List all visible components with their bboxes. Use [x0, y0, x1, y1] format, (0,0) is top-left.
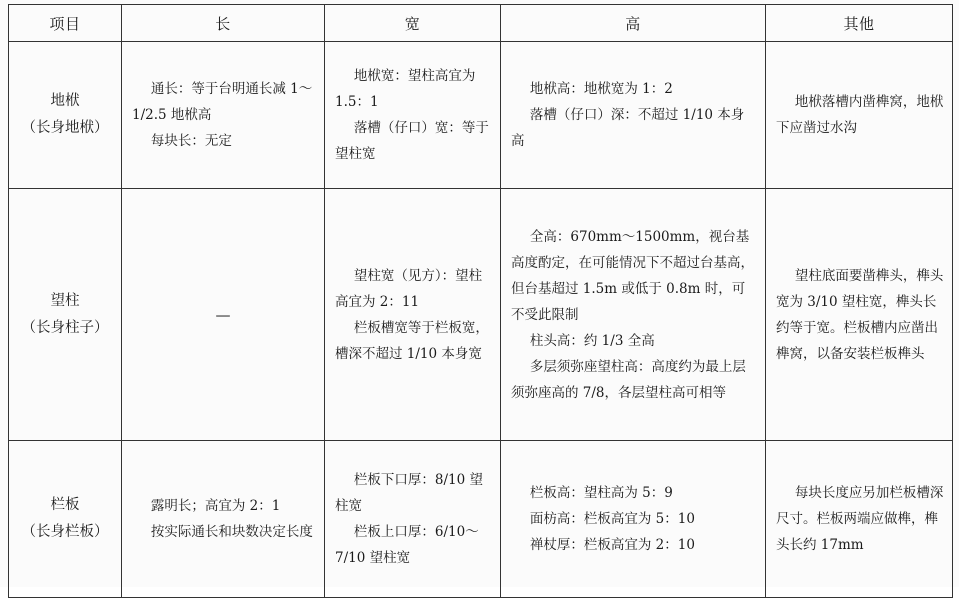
header-width: 宽	[325, 5, 501, 42]
height-cell	[501, 42, 766, 189]
length-cell	[122, 42, 325, 189]
height-line: 多层须弥座望柱高：高度约为最上层须弥座高的 7/8，各层望柱高可相等	[511, 358, 746, 401]
other-cell	[766, 42, 953, 189]
item-alias: （长身柱子）	[21, 319, 109, 336]
item-alias: （长身地栿）	[21, 120, 109, 136]
length-cell	[122, 441, 325, 598]
item-alias: （长身栏板）	[21, 524, 109, 540]
item-cell	[9, 42, 122, 189]
item-name: 望柱	[50, 292, 80, 309]
item-name: 栏板	[50, 497, 80, 513]
length-line: 每块长：无定	[150, 133, 232, 149]
width-line: 落槽（仔口）宽：等于望柱宽	[335, 120, 489, 162]
table-row-wangzhu	[9, 189, 953, 441]
table-row-difu	[9, 42, 953, 189]
width-line: 地栿宽：望柱高宜为 1.5：1	[335, 68, 476, 110]
item-cell	[9, 441, 122, 598]
table-row-lanban	[9, 441, 953, 598]
width-cell	[325, 441, 501, 598]
header-item: 项目	[9, 5, 122, 42]
width-line: 栏板槽宽等于栏板宽，槽深不超过 1/10 本身宽	[335, 319, 489, 362]
width-cell	[325, 189, 501, 441]
height-line: 地栿高：地栿宽为 1：2	[529, 81, 673, 97]
other-line: 每块长度应另加栏板槽深尺寸。栏板两端应做榫，榫头长约 17mm	[776, 485, 944, 553]
header-row	[9, 5, 953, 42]
width-line: 栏板下口厚：8/10 望柱宽	[335, 472, 483, 514]
length-line: 通长：等于台明通长减 1～1/2.5 地栿高	[132, 81, 313, 123]
length-line: 露明长；高宜为 2：1	[150, 498, 281, 514]
header-height: 高	[501, 5, 766, 42]
height-line: 面枋高：栏板高宜为 5：10	[529, 511, 695, 527]
item-cell	[9, 189, 122, 441]
length-cell-empty: —	[122, 189, 325, 441]
railing-spec-table	[8, 4, 953, 598]
height-line: 全高：670mm～1500mm，视台基高度酌定，在可能情况下不超过台基高，但台基超过 1.5m 或低于 0.8m 时，可不受此限制	[511, 228, 754, 323]
other-cell	[766, 189, 953, 441]
height-line: 栏板高：望柱高为 5：9	[529, 485, 673, 501]
other-line: 地栿落槽内凿榫窝，地栿下应凿过水沟	[776, 94, 944, 136]
height-line: 柱头高：约 1/3 全高	[529, 332, 655, 349]
height-cell	[501, 441, 766, 598]
header-other: 其他	[766, 5, 953, 42]
length-line: 按实际通长和块数决定长度	[150, 524, 313, 540]
header-length: 长	[122, 5, 325, 42]
other-line: 望柱底面要凿榫头，榫头宽为 3/10 望柱宽，榫头长约等于宽。栏板槽内应凿出榫窝，以备安装栏板榫头	[776, 267, 944, 362]
width-cell	[325, 42, 501, 189]
other-cell	[766, 441, 953, 598]
width-line: 望柱宽（见方）：望柱高宜为 2：11	[335, 267, 483, 310]
height-line: 落槽（仔口）深：不超过 1/10 本身高	[511, 107, 745, 149]
width-line: 栏板上口厚：6/10～7/10 望柱宽	[335, 524, 479, 566]
height-cell	[501, 189, 766, 441]
item-name: 地栿	[50, 93, 80, 109]
height-line: 禅杖厚：栏板高宜为 2：10	[529, 537, 695, 553]
